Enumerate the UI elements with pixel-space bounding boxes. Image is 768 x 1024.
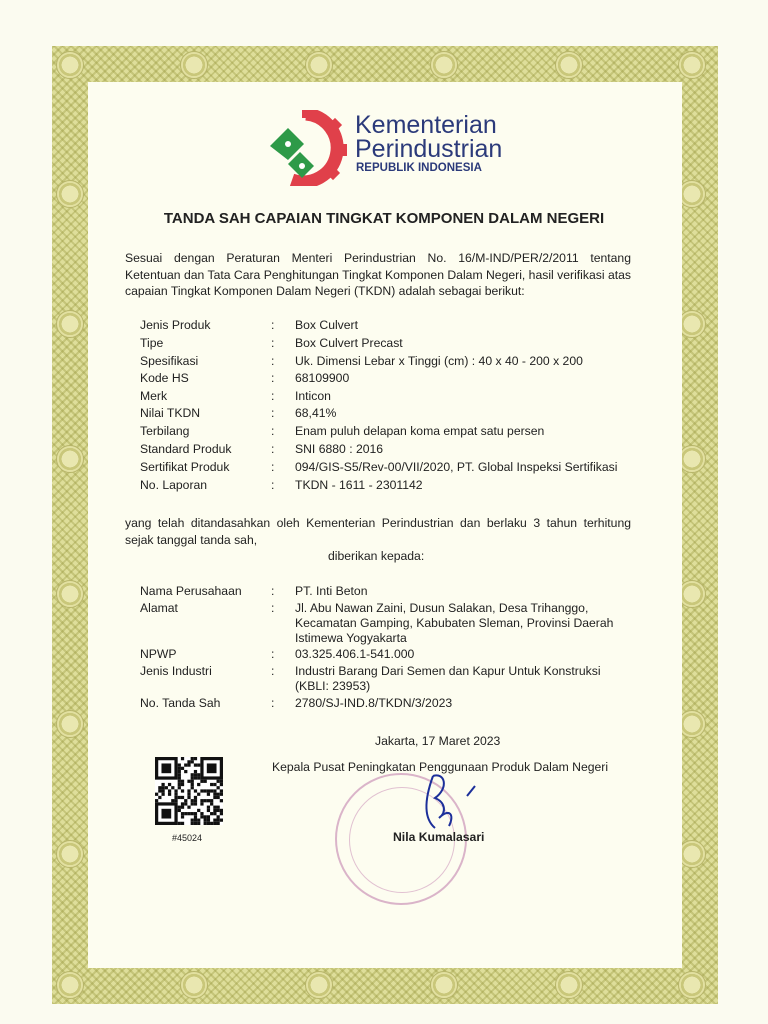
colon: : — [271, 664, 275, 678]
colon: : — [271, 478, 275, 492]
field-value: PT. Inti Beton — [295, 584, 368, 598]
border-medallion — [678, 180, 706, 208]
field-label: Tipe — [140, 336, 164, 350]
border-medallion — [56, 580, 84, 608]
place-date: Jakarta, 17 Maret 2023 — [375, 734, 501, 748]
border-medallion — [678, 710, 706, 738]
field-value: 68,41% — [295, 406, 337, 420]
qr-code[interactable] — [155, 757, 223, 825]
border-medallion — [678, 445, 706, 473]
ministry-logo-icon — [266, 110, 348, 186]
field-value: SNI 6880 : 2016 — [295, 442, 384, 456]
validity-paragraph: yang telah ditandasahkan oleh Kementerian Perindustrian dan berlaku 3 tahun terhitung sejak tanggal tanda sah, — [125, 516, 631, 547]
field-label: Merk — [140, 389, 168, 403]
border-medallion — [56, 445, 84, 473]
field-label: Spesifikasi — [140, 354, 199, 368]
border-medallion — [678, 971, 706, 999]
colon: : — [271, 318, 275, 332]
field-value: Jl. Abu Nawan Zaini, Dusun Salakan, Desa Trihanggo, Kecamatan Gamping, Kabubaten Sleman, Provinsi Daerah Istimewa Yogyakarta — [295, 601, 614, 645]
colon: : — [271, 336, 275, 350]
signature-icon — [405, 768, 485, 838]
field-value: 2780/SJ-IND.8/TKDN/3/2023 — [295, 696, 453, 710]
colon: : — [271, 442, 275, 456]
field-label: Alamat — [140, 601, 178, 615]
border-medallion — [56, 710, 84, 738]
colon: : — [271, 354, 275, 368]
logo-text-line3: REPUBLIK INDONESIA — [356, 162, 482, 174]
field-value: TKDN - 1611 - 2301142 — [295, 478, 423, 492]
field-label: Nilai TKDN — [140, 406, 201, 420]
field-label: Kode HS — [140, 371, 189, 385]
logo-text-line2: Perindustrian — [355, 135, 503, 163]
logo-text-line1: Kementerian — [355, 111, 497, 139]
border-medallion — [678, 840, 706, 868]
field-label: Nama Perusahaan — [140, 584, 242, 598]
colon: : — [271, 584, 275, 598]
field-value: Uk. Dimensi Lebar x Tinggi (cm) : 40 x 40 - 200 x 200 — [295, 354, 583, 368]
field-value: Industri Barang Dari Semen dan Kapur Untuk Konstruksi (KBLI: 23953) — [295, 664, 601, 693]
field-value: Box Culvert Precast — [295, 336, 403, 350]
colon: : — [271, 601, 275, 615]
colon: : — [271, 696, 275, 710]
field-label: No. Laporan — [140, 478, 208, 492]
border-medallion — [555, 971, 583, 999]
border-medallion — [305, 971, 333, 999]
colon: : — [271, 389, 275, 403]
border-medallion — [678, 51, 706, 79]
field-label: Standard Produk — [140, 442, 232, 456]
border-medallion — [555, 51, 583, 79]
intro-paragraph: Sesuai dengan Peraturan Menteri Perindustrian No. 16/M-IND/PER/2/2011 tentang Ketentuan dan Tata Cara Penghitungan Tingkat Komponen Dalam Negeri, hasil verifikasi atas capaian Tingkat Komponen Dalam Negeri (TKDN) adalah sebagai berikut: — [125, 251, 631, 298]
border-medallion — [430, 971, 458, 999]
colon: : — [271, 460, 275, 474]
border-medallion — [180, 51, 208, 79]
border-medallion — [56, 840, 84, 868]
signer-name: Nila Kumalasari — [393, 830, 485, 844]
field-value: 68109900 — [295, 371, 350, 385]
field-value: 03.325.406.1-541.000 — [295, 647, 415, 661]
field-value: Inticon — [295, 389, 331, 403]
border-medallion — [180, 971, 208, 999]
field-value: Enam puluh delapan koma empat satu persen — [295, 424, 545, 438]
border-medallion — [56, 971, 84, 999]
border-medallion — [430, 51, 458, 79]
border-medallion — [56, 51, 84, 79]
colon: : — [271, 424, 275, 438]
field-label: Sertifikat Produk — [140, 460, 230, 474]
signer-title: Kepala Pusat Peningkatan Penggunaan Produk Dalam Negeri — [272, 760, 609, 774]
field-label: Terbilang — [140, 424, 190, 438]
colon: : — [271, 647, 275, 661]
field-label: No. Tanda Sah — [140, 696, 221, 710]
field-label: NPWP — [140, 647, 177, 661]
border-medallion — [678, 310, 706, 338]
colon: : — [271, 371, 275, 385]
qr-code-id: #45024 — [172, 833, 203, 843]
border-medallion — [56, 310, 84, 338]
given-to-label: diberikan kepada: — [328, 549, 425, 563]
field-value: Box Culvert — [295, 318, 358, 332]
colon: : — [271, 406, 275, 420]
field-label: Jenis Produk — [140, 318, 211, 332]
certificate-title: TANDA SAH CAPAIAN TINGKAT KOMPONEN DALAM NEGERI — [163, 210, 605, 227]
field-label: Jenis Industri — [140, 664, 212, 678]
border-medallion — [678, 580, 706, 608]
border-medallion — [56, 180, 84, 208]
field-value: 094/GIS-S5/Rev-00/VII/2020, PT. Global Inspeksi Sertifikasi — [295, 460, 618, 474]
border-medallion — [305, 51, 333, 79]
